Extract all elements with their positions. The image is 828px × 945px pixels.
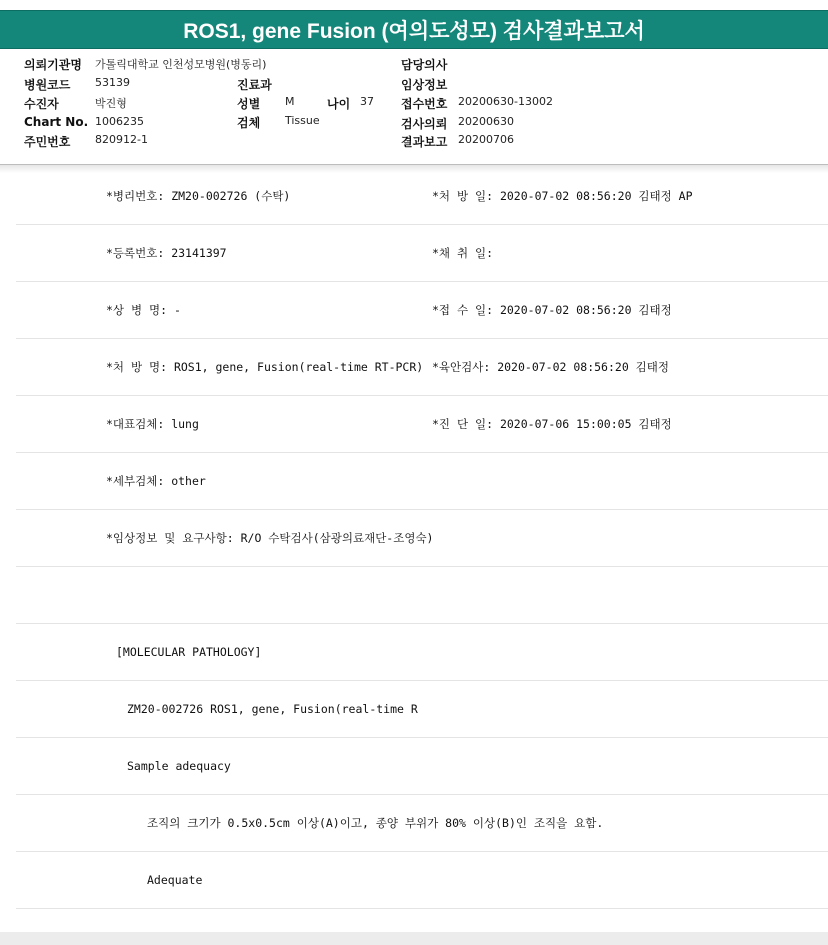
report-row [16,738,828,795]
age-value: 37 [360,95,374,108]
patient-label: 수진자 [24,97,59,111]
age-label: 나이 [327,97,351,111]
receipt-date: *접 수 일: 2020-07-02 08:56:20 김태정 [432,303,672,317]
patient-value: 박진형 [95,97,127,110]
specimen-label: 검체 [237,116,261,130]
report-row [16,396,828,453]
rrn-label: 주민번호 [24,135,71,149]
specimen-value: Tissue [285,114,320,127]
sex-label: 성별 [237,97,261,111]
doctor-label: 담당의사 [401,58,448,72]
receipt-no-label: 접수번호 [401,97,448,111]
report-row [16,852,828,909]
report-row [16,624,828,681]
primary-specimen: *대표검체: lung [106,417,199,431]
report-header [0,48,828,165]
report-row [16,168,828,225]
hospital-code-value: 53139 [95,76,130,89]
detail-specimen: *세부검체: other [106,474,206,488]
chart-no-value: 1006235 [95,115,144,128]
request-date-value: 20200630 [458,115,514,128]
gross-exam-date: *육안검사: 2020-07-02 08:56:20 김태정 [432,360,670,374]
order-name: *처 방 명: ROS1, gene, Fusion(real-time RT-PCR) [106,360,424,374]
institution-value: 가톨릭대학교 인천성모병원(병동리) [95,58,267,71]
report-body [16,168,828,909]
registration-no: *등록번호: 23141397 [106,246,227,260]
report-row [16,510,828,567]
test-line: ZM20-002726 ROS1, gene, Fusion(real-time R [127,702,418,716]
sex-value: M [285,95,295,108]
pathology-no: *병리번호: ZM20-002726 (수탁) [106,189,291,203]
diagnosis-name: *상 병 명: - [106,303,181,317]
report-date-value: 20200706 [458,133,514,146]
report-row [16,339,828,396]
receipt-no-value: 20200630-13002 [458,95,553,108]
institution-label: 의뢰기관명 [24,58,82,72]
report-row-empty [16,567,828,624]
dept-label: 진료과 [237,78,272,92]
report-row [16,282,828,339]
report-row [16,225,828,282]
diagnosis-date: *진 단 일: 2020-07-06 15:00:05 김태정 [432,417,672,431]
clinical-request: *임상정보 및 요구사항: R/O 수탁검사(삼광의료재단-조영숙) [106,531,434,545]
adequacy-result: Adequate [147,873,203,887]
report-title: ROS1, gene Fusion (여의도성모) 검사결과보고서 [0,10,828,49]
hospital-code-label: 병원코드 [24,78,71,92]
report-date-label: 결과보고 [401,135,448,149]
sample-adequacy-heading: Sample adequacy [127,759,231,773]
section-heading: [MOLECULAR PATHOLOGY] [116,645,262,659]
collection-date: *채 취 일: [432,246,494,260]
order-date: *처 방 일: 2020-07-02 08:56:20 김태정 AP [432,189,693,203]
adequacy-criteria: 조직의 크기가 0.5x0.5cm 이상(A)이고, 종양 부위가 80% 이상(B)인 조직을 요함. [147,816,604,830]
clinical-info-label: 임상정보 [401,78,448,92]
report-row [16,681,828,738]
report-row [16,453,828,510]
chart-no-label: Chart No. [24,115,89,129]
bottom-bar [0,932,828,945]
rrn-value: 820912-1 [95,133,148,146]
request-date-label: 검사의뢰 [401,117,448,131]
report-row [16,795,828,852]
